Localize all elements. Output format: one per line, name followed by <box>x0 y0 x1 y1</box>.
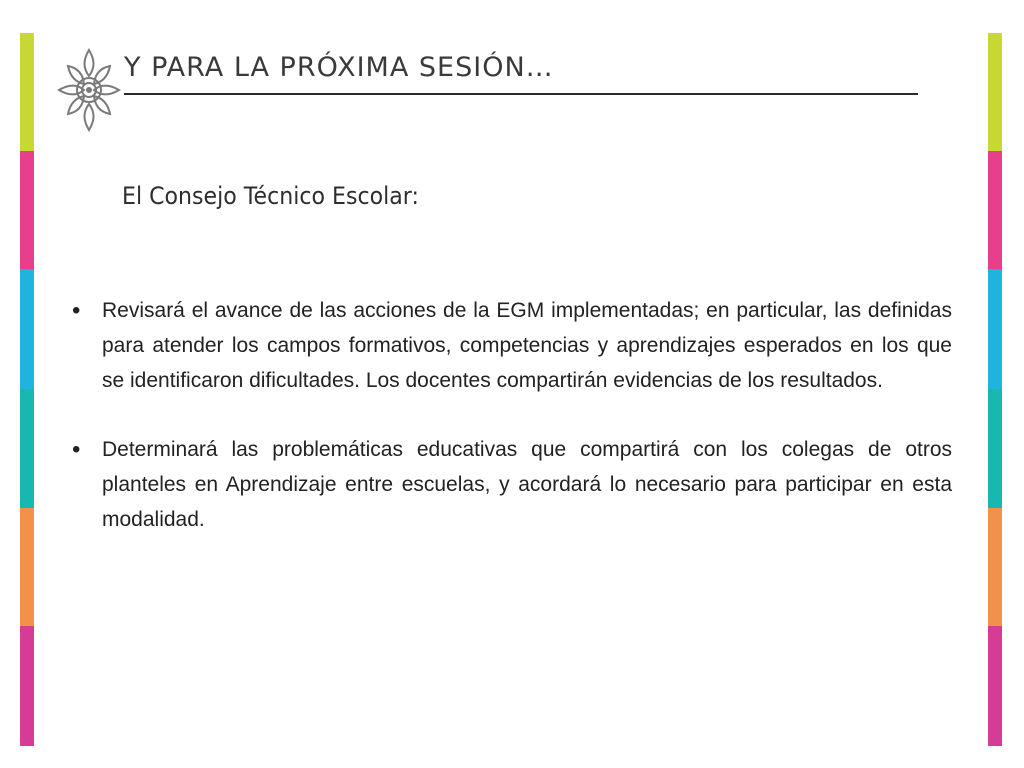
bullet-icon: • <box>72 436 81 463</box>
bullet-text: Determinará las problemáticas educativas que compartirá con los colegas de otros planteles en Aprendizaje entre escuelas, y acordará lo necesario para participar en esta modalidad. <box>102 438 952 531</box>
stripe-segment-orange <box>988 508 1002 626</box>
list-item <box>72 432 952 537</box>
stripe-segment-lime <box>20 33 34 151</box>
flower-ornament-icon <box>56 46 122 134</box>
stripe-segment-teal <box>20 389 34 508</box>
bullet-icon: • <box>72 297 81 324</box>
stripe-segment-blue <box>20 269 34 389</box>
stripe-segment-pink <box>20 151 34 269</box>
stripe-segment-magenta <box>20 626 34 746</box>
bullet-text: Revisará el avance de las acciones de la EGM implementadas; en particular, las definidas para atender los campos formativos, competencias y aprendizajes esperados en los que se identificaron dificultades. Los docentes compartirán evidencias de los resultados. <box>102 299 952 392</box>
stripe-segment-blue <box>988 269 1002 389</box>
title-underline-divider <box>124 93 918 95</box>
stripe-segment-lime <box>988 33 1002 151</box>
page-title: Y PARA LA PRÓXIMA SESIÓN… <box>124 52 554 83</box>
bullet-list <box>72 293 952 571</box>
stripe-segment-pink <box>988 151 1002 269</box>
stripe-segment-magenta <box>988 626 1002 746</box>
section-subtitle: El Consejo Técnico Escolar: <box>122 182 419 210</box>
list-item <box>72 293 952 398</box>
stripe-segment-teal <box>988 389 1002 508</box>
stripe-segment-orange <box>20 508 34 626</box>
